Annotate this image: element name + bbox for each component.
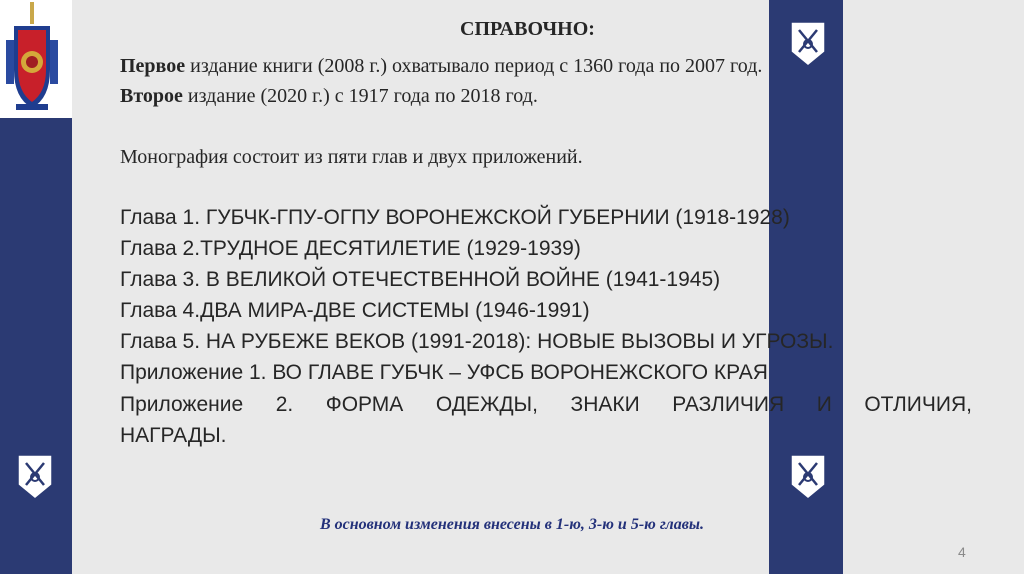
- edition-line-1: [120, 55, 762, 78]
- chapter-line: Глава 5. НА РУБЕЖЕ ВЕКОВ (1991-2018): НОВЫЕ ВЫЗОВЫ И УГРОЗЫ.: [120, 330, 834, 353]
- appendix-line: Приложение 2. ФОРМА ОДЕЖДЫ, ЗНАКИ РАЗЛИЧИЯ И ОТЛИЧИЯ,: [120, 393, 972, 416]
- edition-line-2: [120, 85, 538, 108]
- intro-text: Монография состоит из пяти глав и двух приложений.: [120, 146, 583, 168]
- edition-2-label: Второе: [120, 85, 183, 107]
- chapter-line: Глава 1. ГУБЧК-ГПУ-ОГПУ ВОРОНЕЖСКОЙ ГУБЕРНИИ (1918-1928): [120, 206, 790, 229]
- page-number: 4: [958, 544, 966, 560]
- appendix-line-continued: НАГРАДЫ.: [120, 424, 227, 447]
- chapter-line: Глава 4.ДВА МИРА-ДВЕ СИСТЕМЫ (1946-1991): [120, 299, 590, 322]
- edition-1-label: Первое: [120, 55, 186, 77]
- footnote: В основном изменения внесены в 1-ю, 3-ю и 5-ю главы.: [320, 516, 704, 533]
- chapter-line: Глава 2.ТРУДНОЕ ДЕСЯТИЛЕТИЕ (1929-1939): [120, 237, 581, 260]
- edition-1-text: издание книги (2008 г.) охватывало период с 1360 года по 2007 год.: [185, 55, 763, 77]
- chapter-line: Глава 3. В ВЕЛИКОЙ ОТЕЧЕСТВЕННОЙ ВОЙНЕ (1941-1945): [120, 268, 721, 291]
- appendix-line: Приложение 1. ВО ГЛАВЕ ГУБЧК – УФСБ ВОРОНЕЖСКОГО КРАЯ: [120, 361, 768, 384]
- edition-2-text: издание (2020 г.) с 1917 года по 2018 год.: [182, 85, 538, 107]
- slide-title: СПРАВОЧНО:: [460, 18, 595, 40]
